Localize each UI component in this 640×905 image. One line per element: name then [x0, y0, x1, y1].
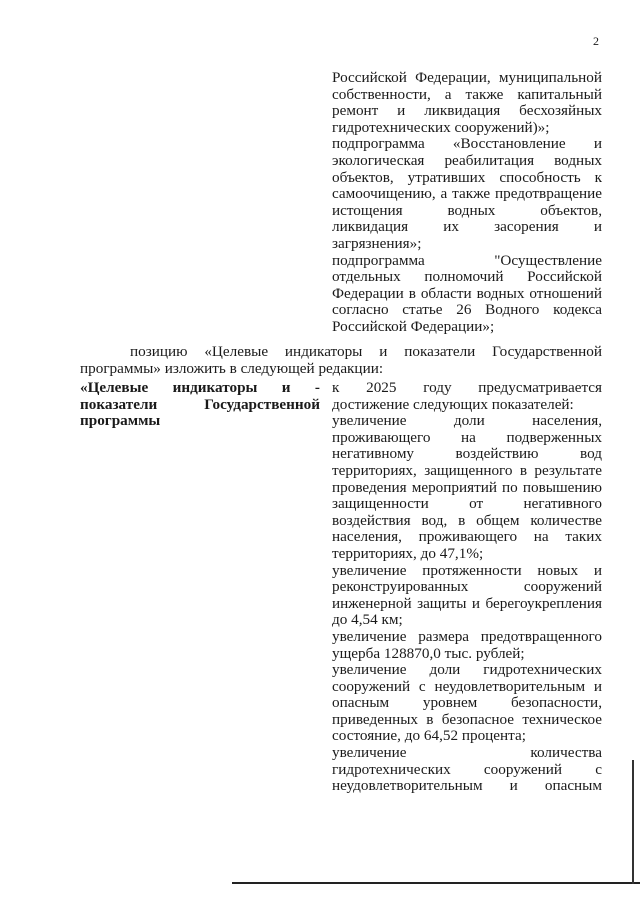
text-line: опасным уровнем безопасности, [332, 694, 602, 712]
text-line: достижение следующих показателей: [332, 395, 574, 413]
text-line: собственности, а также капитальный [332, 85, 602, 103]
text-line: увеличение размера предотвращенного [332, 627, 602, 645]
text-line: самоочищению, а также предотвращение [332, 185, 602, 203]
text-line: состояние, до 64,52 процента; [332, 727, 526, 745]
text-line: негативному воздействию вод [332, 445, 602, 463]
text-line: Российской Федерации, муниципальной [332, 69, 602, 86]
text-line: увеличение количества [332, 744, 602, 762]
text-line: воздействия вод, в общем количестве [332, 511, 602, 529]
text-line: ликвидация их засорения и [332, 218, 602, 236]
text-line: увеличение доли населения, [332, 412, 602, 430]
text-line: «Целевые индикаторы и - [80, 379, 320, 396]
page-number: 2 [593, 34, 599, 48]
text-line: неудовлетворительным и опасным [332, 777, 602, 795]
text-line: показатели Государственной [80, 395, 320, 413]
text-line: согласно статье 26 Водного кодекса [332, 301, 602, 319]
text-line: увеличение доли гидротехнических [332, 661, 602, 679]
text-line: истощения водных объектов, [332, 201, 602, 219]
text-line: загрязнения»; [332, 234, 422, 252]
text-line: проведения мероприятий по повышению [332, 478, 602, 496]
text-line: населения, проживающего на таких [332, 528, 602, 546]
text-line: увеличение протяженности новых и [332, 561, 602, 579]
text-line: экологическая реабилитация водных [332, 151, 602, 169]
text-line: ремонт и ликвидация бесхозяйных [332, 102, 602, 120]
text-line: сооружений с неудовлетворительным и [332, 677, 602, 695]
indicators-text [332, 380, 602, 795]
text-line: реконструированных сооружений [332, 578, 602, 596]
text-line: инженерной защиты и берегоукрепления [332, 594, 602, 612]
text-line: подпрограмма «Восстановление и [332, 135, 602, 153]
text-line: защищенности от негативного [332, 495, 602, 513]
position-heading [80, 380, 320, 430]
subprograms-list [332, 70, 602, 336]
text-line: ущерба 128870,0 тыс. рублей; [332, 644, 525, 662]
text-line: отдельных полномочий Российской [332, 268, 602, 286]
scan-edge-bottom [232, 882, 640, 884]
text-line: до 4,54 км; [332, 611, 403, 629]
text-line: подпрограмма "Осуществление [332, 251, 602, 269]
scan-edge-right [632, 760, 634, 884]
text-line: приведенных в безопасное техническое [332, 710, 602, 728]
text-line: гидротехнических сооружений с [332, 760, 602, 778]
text-line: гидротехнических сооружений)»; [332, 118, 550, 136]
text-line: к 2025 году предусматривается [332, 379, 602, 396]
text-line: территориях, защищенного в результате [332, 461, 602, 479]
text-line: проживающего на подверженных [332, 428, 602, 446]
text-line: программы [80, 412, 161, 430]
text-line: территориях, до 47,1%; [332, 544, 484, 562]
text-line: объектов, утративших способность к [332, 168, 602, 186]
text-line: программы» изложить в следующей редакции: [80, 359, 384, 377]
text-line: позицию «Целевые индикаторы и показатели Государственной [130, 343, 602, 360]
intro-paragraph [80, 344, 602, 377]
text-line: Российской Федерации»; [332, 317, 495, 335]
text-line: Федерации в области водных отношений [332, 284, 602, 302]
